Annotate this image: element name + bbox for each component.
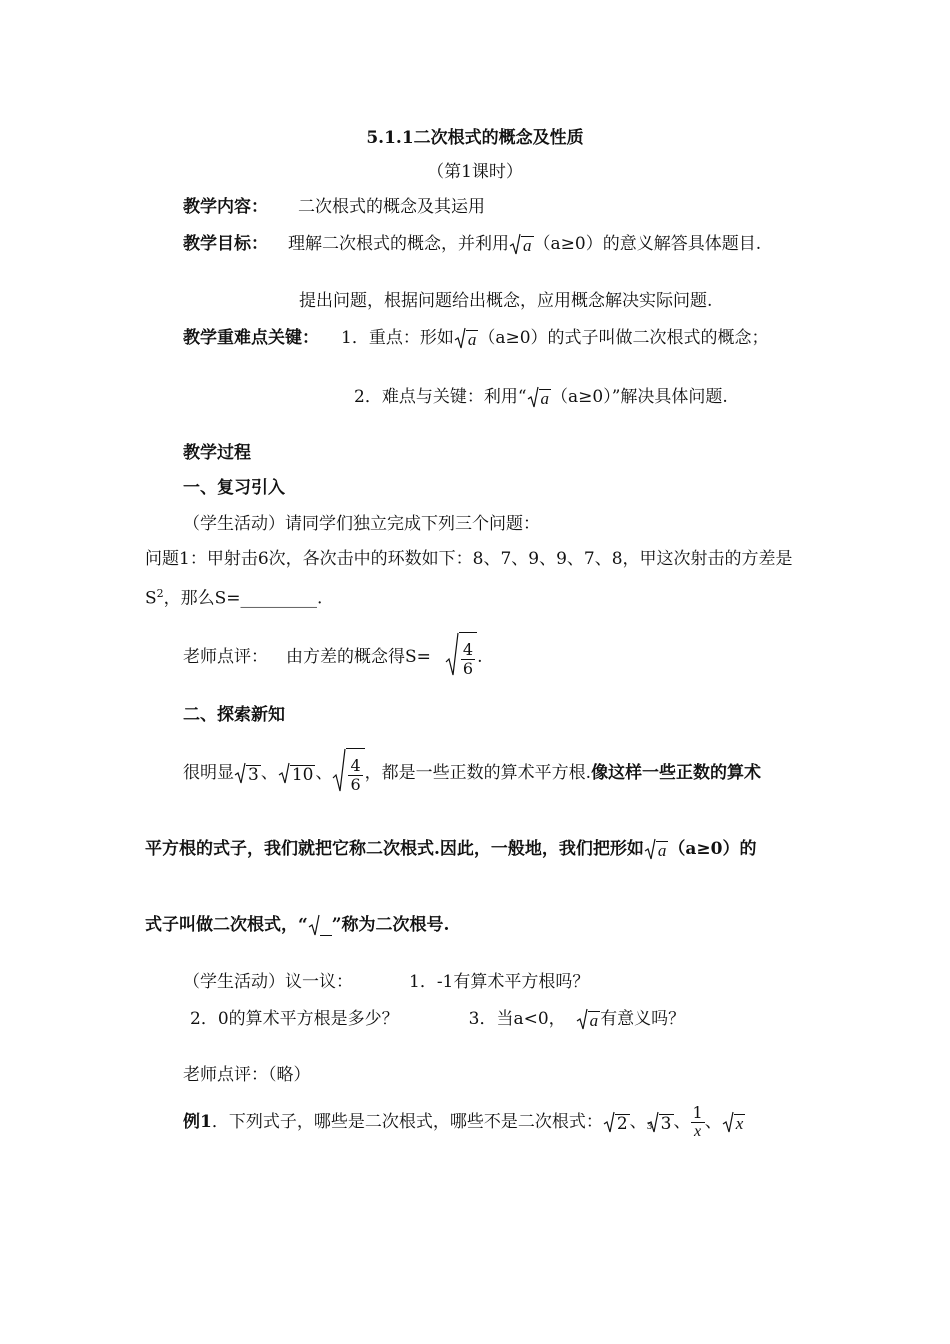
section-heading-review: 一、复习引入 [183, 478, 285, 498]
activity-questions: 2．0的算术平方根是多少？ 3．当a<0， a 有意义吗？ [190, 1009, 686, 1030]
goal-text-b: （a≥0）的意义解答具体题目. [533, 234, 762, 254]
key2-text-a: 2．难点与关键：利用“ [354, 387, 527, 407]
key-row-1 [183, 326, 769, 350]
explore-line-1: 很明显 3 、 10 、 $\frac{4}{6}$ ，都是一些正数的算术平方根.像这样一些正数的算术 [183, 748, 761, 799]
fraction-1-over-x: $\frac{1}{x}$ [692, 1103, 703, 1140]
teacher-comment-2: 老师点评：（略） [183, 1065, 311, 1085]
sqrt-fraction-4-6: $\frac{4}{6}$ [332, 748, 364, 799]
content-row [183, 195, 485, 219]
sqrt-10-expression: 10 [278, 762, 316, 784]
question-1-line-2: $S^2$，那么S=_________. [145, 587, 323, 609]
content-label: 教学内容： [183, 197, 268, 217]
sqrt-a-expression: a [527, 386, 552, 408]
process-heading: 教学过程 [183, 443, 251, 463]
goal-row [183, 232, 761, 256]
content-text: 二次根式的概念及其运用 [298, 197, 485, 217]
comment-label: 老师点评： [183, 647, 268, 667]
key-row-2 [354, 385, 728, 409]
page-title: 5.1.1二次根式的概念及性质 [366, 128, 584, 148]
example-label: 例1 [183, 1112, 212, 1132]
sqrt-a-expression: a [454, 327, 479, 349]
sqrt-a-expression: a [576, 1008, 601, 1030]
sqrt-a-expression: a [509, 233, 534, 255]
teacher-comment-1: 老师点评： 由方差的概念得S= $\frac{4}{6}$ . [183, 632, 482, 683]
key1-text-b: （a≥0）的式子叫做二次根式的概念； [478, 328, 769, 348]
explore-line-2: 平方根的式子，我们就把它称二次根式.因此，一般地，我们把形如 a （a≥0）的 [145, 839, 757, 860]
example-1: 例1．下列式子，哪些是二次根式，哪些不是二次根式： 2 、 3 3 、 $\frac{1}{x}$ 、 x [183, 1103, 744, 1140]
goal-text-a: 理解二次根式的概念，并利用 [288, 234, 509, 254]
section-heading-explore: 二、探索新知 [183, 705, 285, 725]
key2-text-b: （a≥0）”解决具体问题. [551, 387, 728, 407]
sqrt-2-expression: 2 [603, 1111, 630, 1133]
page-subtitle: （第1课时） [427, 162, 523, 182]
goal-label: 教学目标： [183, 234, 268, 254]
comment-text: 由方差的概念得S= [286, 647, 431, 667]
goal-line-2: 提出问题，根据问题给出概念，应用概念解决实际问题. [299, 291, 713, 311]
key-label: 教学重难点关键： [183, 328, 319, 348]
sqrt-fraction-4-6: $\frac{4}{6}$ [445, 632, 477, 683]
sqrt-a-expression: a [644, 838, 669, 860]
key1-text-a: 1．重点：形如 [341, 328, 454, 348]
sqrt-x-expression: x [722, 1111, 746, 1133]
cube-root-3-expression: 3 3 [646, 1114, 672, 1134]
explore-line-3: 式子叫做二次根式，“ ”称为二次根号. [145, 915, 450, 935]
activity-text-1: （学生活动）请同学们独立完成下列三个问题： [183, 514, 540, 534]
example-text: ．下列式子，哪些是二次根式，哪些不是二次根式： [211, 1112, 603, 1132]
radical-sign-icon [308, 914, 332, 936]
sqrt-3-expression: 3 [234, 762, 261, 784]
activity-text-2: （学生活动）议一议： 1．-1有算术平方根吗？ [183, 972, 590, 992]
question-1-line-1: 问题1：甲射击6次，各次击中的环数如下：8、7、9、9、7、8，甲这次射击的方差是 [145, 549, 793, 569]
